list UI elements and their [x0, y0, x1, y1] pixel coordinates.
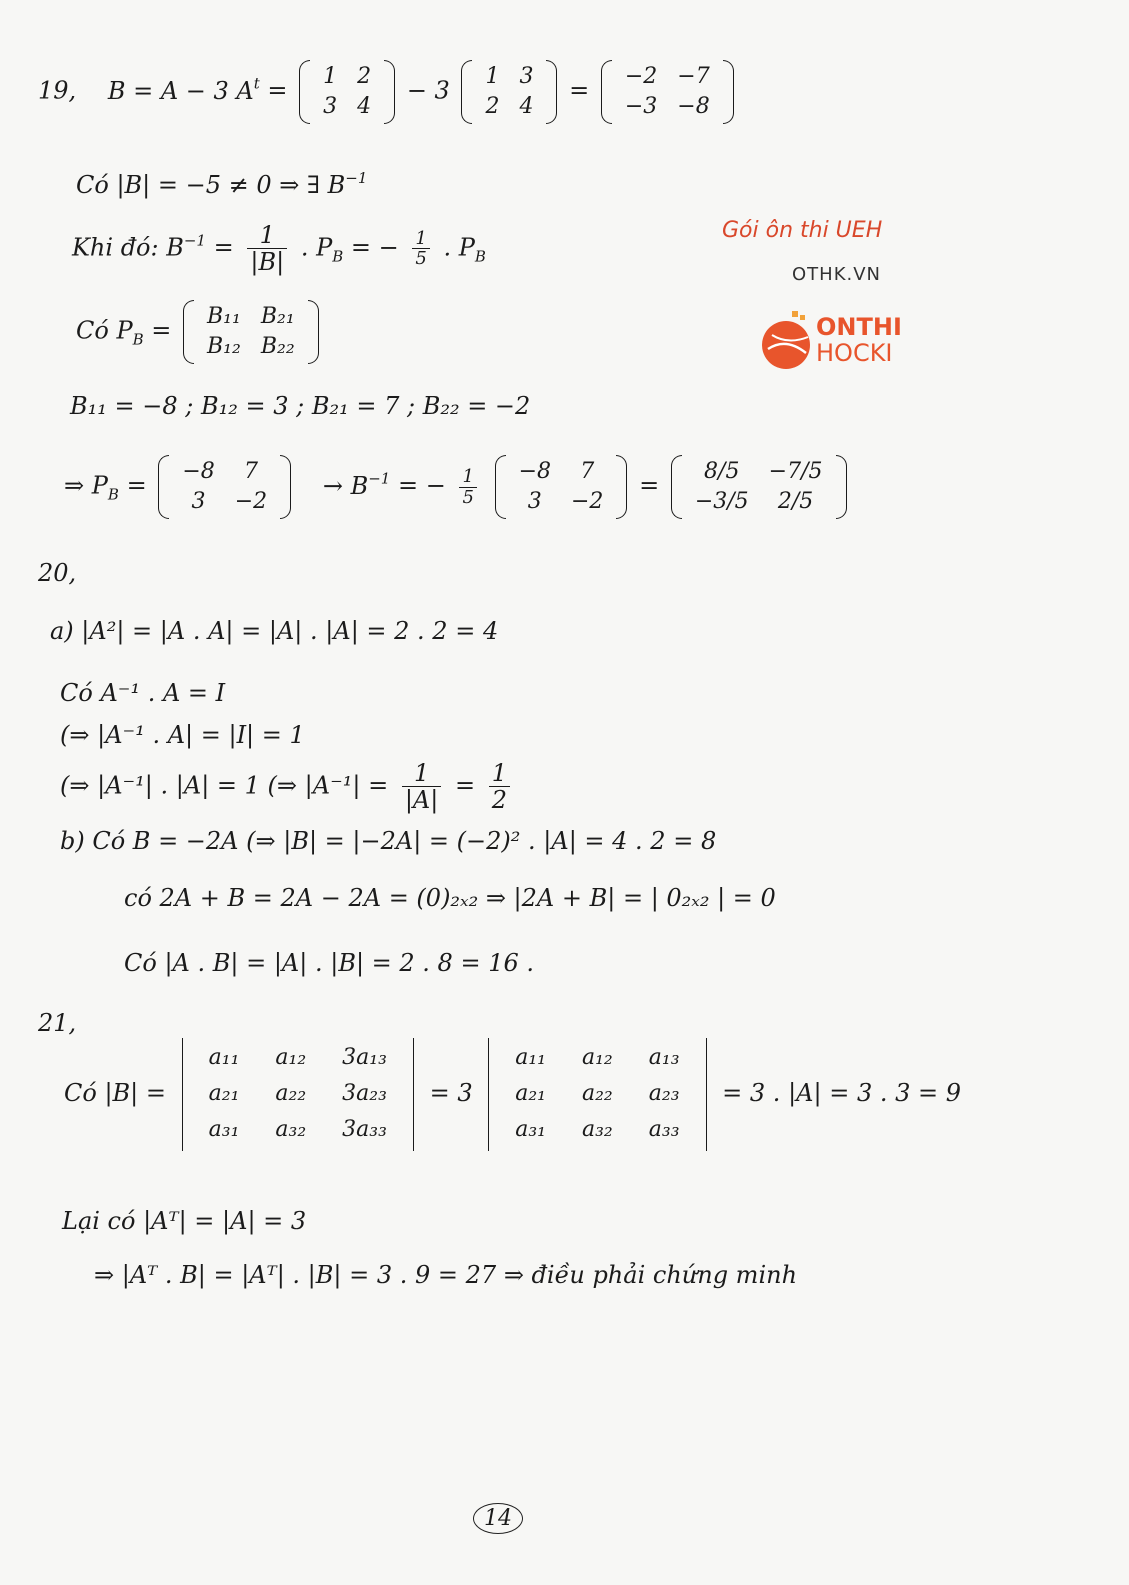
det-b-cell: a₃₂	[275, 1117, 307, 1143]
inverse-formula-lead: Khi đó: B	[72, 233, 184, 262]
matrix-pb2-cell: −2	[571, 489, 604, 515]
det-b-cell: 3a₂₃	[342, 1081, 387, 1107]
matrix-pbs-row	[197, 302, 305, 332]
det-B-lead: Có |B| =	[64, 1078, 166, 1107]
page-number: 14	[473, 1503, 523, 1534]
adjugate-lead: Có P	[76, 316, 133, 345]
matrix-pb2-row	[509, 487, 614, 517]
minus-three: − 3	[406, 76, 450, 105]
matrix-inv-cell: 2/5	[777, 489, 814, 515]
p20-b-line-2: có 2A + B = 2A − 2A = (0)₂ₓ₂ ⇒ |2A + B| = | 0₂ₓ₂ | = 0	[124, 884, 776, 912]
equals: =	[126, 471, 147, 500]
matrix-At-cell: 1	[485, 64, 500, 89]
matrix-res-cell: −3	[624, 94, 658, 120]
p21-line-2: Lại có |Aᵀ| = |A| = 3	[62, 1207, 307, 1235]
matrix-PB-symbolic	[183, 300, 319, 364]
fraction-one-half	[489, 760, 510, 814]
frac-den: |B|	[250, 248, 285, 277]
problem-19-line-1	[38, 60, 738, 124]
cofactors-line: B₁₁ = −8 ; B₁₂ = 3 ; B₂₁ = 7 ; B₂₂ = −2	[70, 392, 531, 420]
det-b-cell: a₃₁	[208, 1117, 240, 1143]
matrix-inv-cell: −7/5	[768, 459, 823, 484]
det-B-text: Có |B| = −5 ≠ 0 ⇒ ∃ B	[76, 171, 346, 199]
det-b-cell: 3a₁₃	[342, 1045, 387, 1070]
frac-num: 1	[247, 222, 287, 249]
adjugate-sub: B	[107, 485, 119, 504]
equals: =	[569, 76, 590, 105]
matrix-At-cell: 4	[519, 94, 534, 120]
adjugate-symbol: . P	[443, 233, 475, 262]
b-definition: B = A − 3 A	[107, 76, 254, 105]
equals: =	[213, 233, 234, 262]
matrix-B-inverse	[671, 455, 847, 519]
matrix-At-row	[475, 92, 543, 122]
frac-den: 5	[415, 248, 427, 270]
det-b-cell: a₁₁	[208, 1045, 240, 1070]
determinant-B	[182, 1038, 414, 1151]
p20-a-line-4	[60, 760, 516, 814]
equals: =	[267, 76, 288, 105]
matrix-pbs-row	[197, 332, 305, 362]
matrix-inv-cell: 8/5	[704, 459, 740, 484]
brand-url: OTHK.VN	[792, 264, 882, 285]
matrix-A-row	[313, 62, 381, 92]
det-a-cell: a₃₃	[648, 1117, 680, 1143]
equals: =	[151, 316, 172, 345]
matrix-res-cell: −7	[677, 64, 710, 89]
a4-text: (⇒ |A⁻¹| . |A| = 1 (⇒ |A⁻¹| =	[60, 771, 389, 800]
matrix-pb-row	[172, 457, 277, 487]
equals: =	[454, 771, 476, 800]
implies-B-inverse: → B	[322, 471, 369, 500]
matrix-inv-row	[685, 457, 833, 487]
det-a-cell: a₁₂	[582, 1045, 613, 1070]
matrix-res-row	[615, 92, 720, 122]
matrix-pb-cell: 3	[191, 489, 206, 515]
det-B-result: = 3 . |A| = 3 . 3 = 9	[722, 1078, 961, 1107]
matrix-inv-row	[685, 487, 833, 517]
matrix-pbs-cell: B₂₁	[260, 304, 295, 329]
det-B-line	[76, 170, 367, 198]
det-b-cell: a₁₂	[275, 1045, 307, 1070]
transpose-sup: t	[253, 74, 260, 93]
brand-title: Gói ôn thi UEH	[722, 218, 883, 243]
matrix-pb-cell: −2	[234, 489, 268, 515]
matrix-PB-again	[495, 455, 628, 519]
p20-a-line-1: a) |A²| = |A . A| = |A| . |A| = 2 . 2 = 4	[50, 617, 499, 645]
matrix-res-cell: −2	[624, 64, 658, 89]
frac-num: 1	[402, 760, 442, 787]
matrix-A-cell: 4	[357, 94, 372, 120]
logo-top-word: ONTHI	[816, 313, 902, 341]
det-a-cell: a₂₂	[582, 1081, 613, 1107]
matrix-A-row	[313, 92, 381, 122]
matrix-pb-row	[172, 487, 277, 517]
det-a-row	[497, 1112, 697, 1148]
equals-three: = 3	[429, 1078, 473, 1107]
frac-den: 5	[462, 486, 474, 508]
matrix-B-result	[601, 60, 734, 124]
logo-ball-icon	[758, 309, 818, 373]
det-b-row	[191, 1112, 405, 1148]
fraction-one-fifth	[459, 467, 476, 508]
matrix-pbs-cell: B₂₂	[260, 334, 295, 360]
adjugate-sub: B	[332, 247, 344, 266]
det-a-cell: a₃₁	[515, 1117, 546, 1143]
p21-determinant-line	[64, 1038, 961, 1151]
det-b-cell: a₂₂	[275, 1081, 307, 1107]
inverse-formula-line	[72, 222, 486, 276]
matrix-PB	[158, 455, 291, 519]
equals-minus: = −	[350, 233, 399, 262]
inverse-sup: −1	[183, 231, 206, 250]
logo-bottom-word: HOCKI	[816, 339, 893, 367]
adjugate-definition-line	[76, 300, 323, 364]
matrix-pb-cell: −8	[182, 459, 215, 484]
matrix-res-cell: −8	[677, 94, 710, 120]
det-a-cell: a₁₃	[648, 1045, 680, 1070]
problem-19-label: 19,	[38, 76, 77, 105]
matrix-inv-cell: −3/5	[694, 489, 749, 515]
fraction-one-fifth	[412, 229, 429, 270]
matrix-pb2-cell: −8	[518, 459, 551, 484]
det-b-row	[191, 1076, 405, 1112]
det-b-row	[191, 1040, 405, 1076]
frac-num: 1	[459, 467, 476, 488]
inverse-result-line	[64, 455, 851, 519]
matrix-At-cell: 3	[519, 64, 534, 89]
p20-a-line-3: (⇒ |A⁻¹ . A| = |I| = 1	[60, 721, 305, 749]
matrix-pb2-cell: 7	[580, 459, 595, 484]
frac-num: 1	[489, 760, 510, 787]
matrix-At-cell: 2	[485, 94, 500, 120]
det-a-cell: a₂₃	[648, 1081, 680, 1107]
matrix-pb-cell: 7	[243, 459, 258, 484]
matrix-A-transpose	[461, 60, 557, 124]
frac-den: |A|	[404, 786, 439, 815]
matrix-pbs-cell: B₁₂	[207, 334, 241, 360]
matrix-A-cell: 1	[323, 64, 338, 89]
matrix-A-cell: 3	[323, 94, 338, 120]
matrix-A	[299, 60, 395, 124]
matrix-pb2-row	[509, 457, 614, 487]
problem-21-label: 21,	[38, 1009, 77, 1037]
adjugate-sub: B	[474, 247, 486, 266]
problem-20-label: 20,	[38, 559, 77, 587]
p20-b-line-3: Có |A . B| = |A| . |B| = 2 . 8 = 16 .	[124, 949, 534, 977]
frac-num: 1	[412, 229, 429, 250]
frac-den: 2	[491, 786, 508, 815]
fraction-one-over-detB	[247, 222, 287, 276]
inverse-sup: −1	[368, 469, 391, 488]
matrix-res-row	[615, 62, 720, 92]
matrix-pb2-cell: 3	[527, 489, 542, 515]
det-a-cell: a₁₁	[515, 1045, 546, 1070]
determinant-A	[488, 1038, 706, 1151]
equals: =	[639, 471, 660, 500]
adjugate-sub: B	[132, 330, 144, 349]
equals-minus: = −	[397, 471, 446, 500]
onthi-hocki-logo	[758, 305, 938, 375]
matrix-A-cell: 2	[357, 64, 372, 89]
det-b-cell: a₂₁	[208, 1081, 240, 1107]
det-a-cell: a₂₁	[515, 1081, 546, 1107]
inverse-sup: −1	[345, 169, 368, 187]
det-a-row	[497, 1076, 697, 1112]
implies-PB: ⇒ P	[64, 471, 108, 500]
det-b-cell: 3a₃₃	[342, 1117, 387, 1143]
adjugate-symbol: . P	[300, 233, 333, 262]
p20-a-line-2: Có A⁻¹ . A = I	[60, 679, 226, 707]
matrix-pbs-cell: B₁₁	[207, 304, 241, 329]
matrix-At-row	[475, 62, 543, 92]
fraction-one-over-detA	[402, 760, 442, 814]
p21-line-3: ⇒ |Aᵀ . B| = |Aᵀ| . |B| = 3 . 9 = 27 ⇒ điều phải chứng minh	[94, 1261, 798, 1289]
det-a-cell: a₃₂	[582, 1117, 613, 1143]
p20-b-line-1: b) Có B = −2A (⇒ |B| = |−2A| = (−2)² . |A| = 4 . 2 = 8	[60, 827, 717, 855]
det-a-row	[497, 1040, 697, 1076]
